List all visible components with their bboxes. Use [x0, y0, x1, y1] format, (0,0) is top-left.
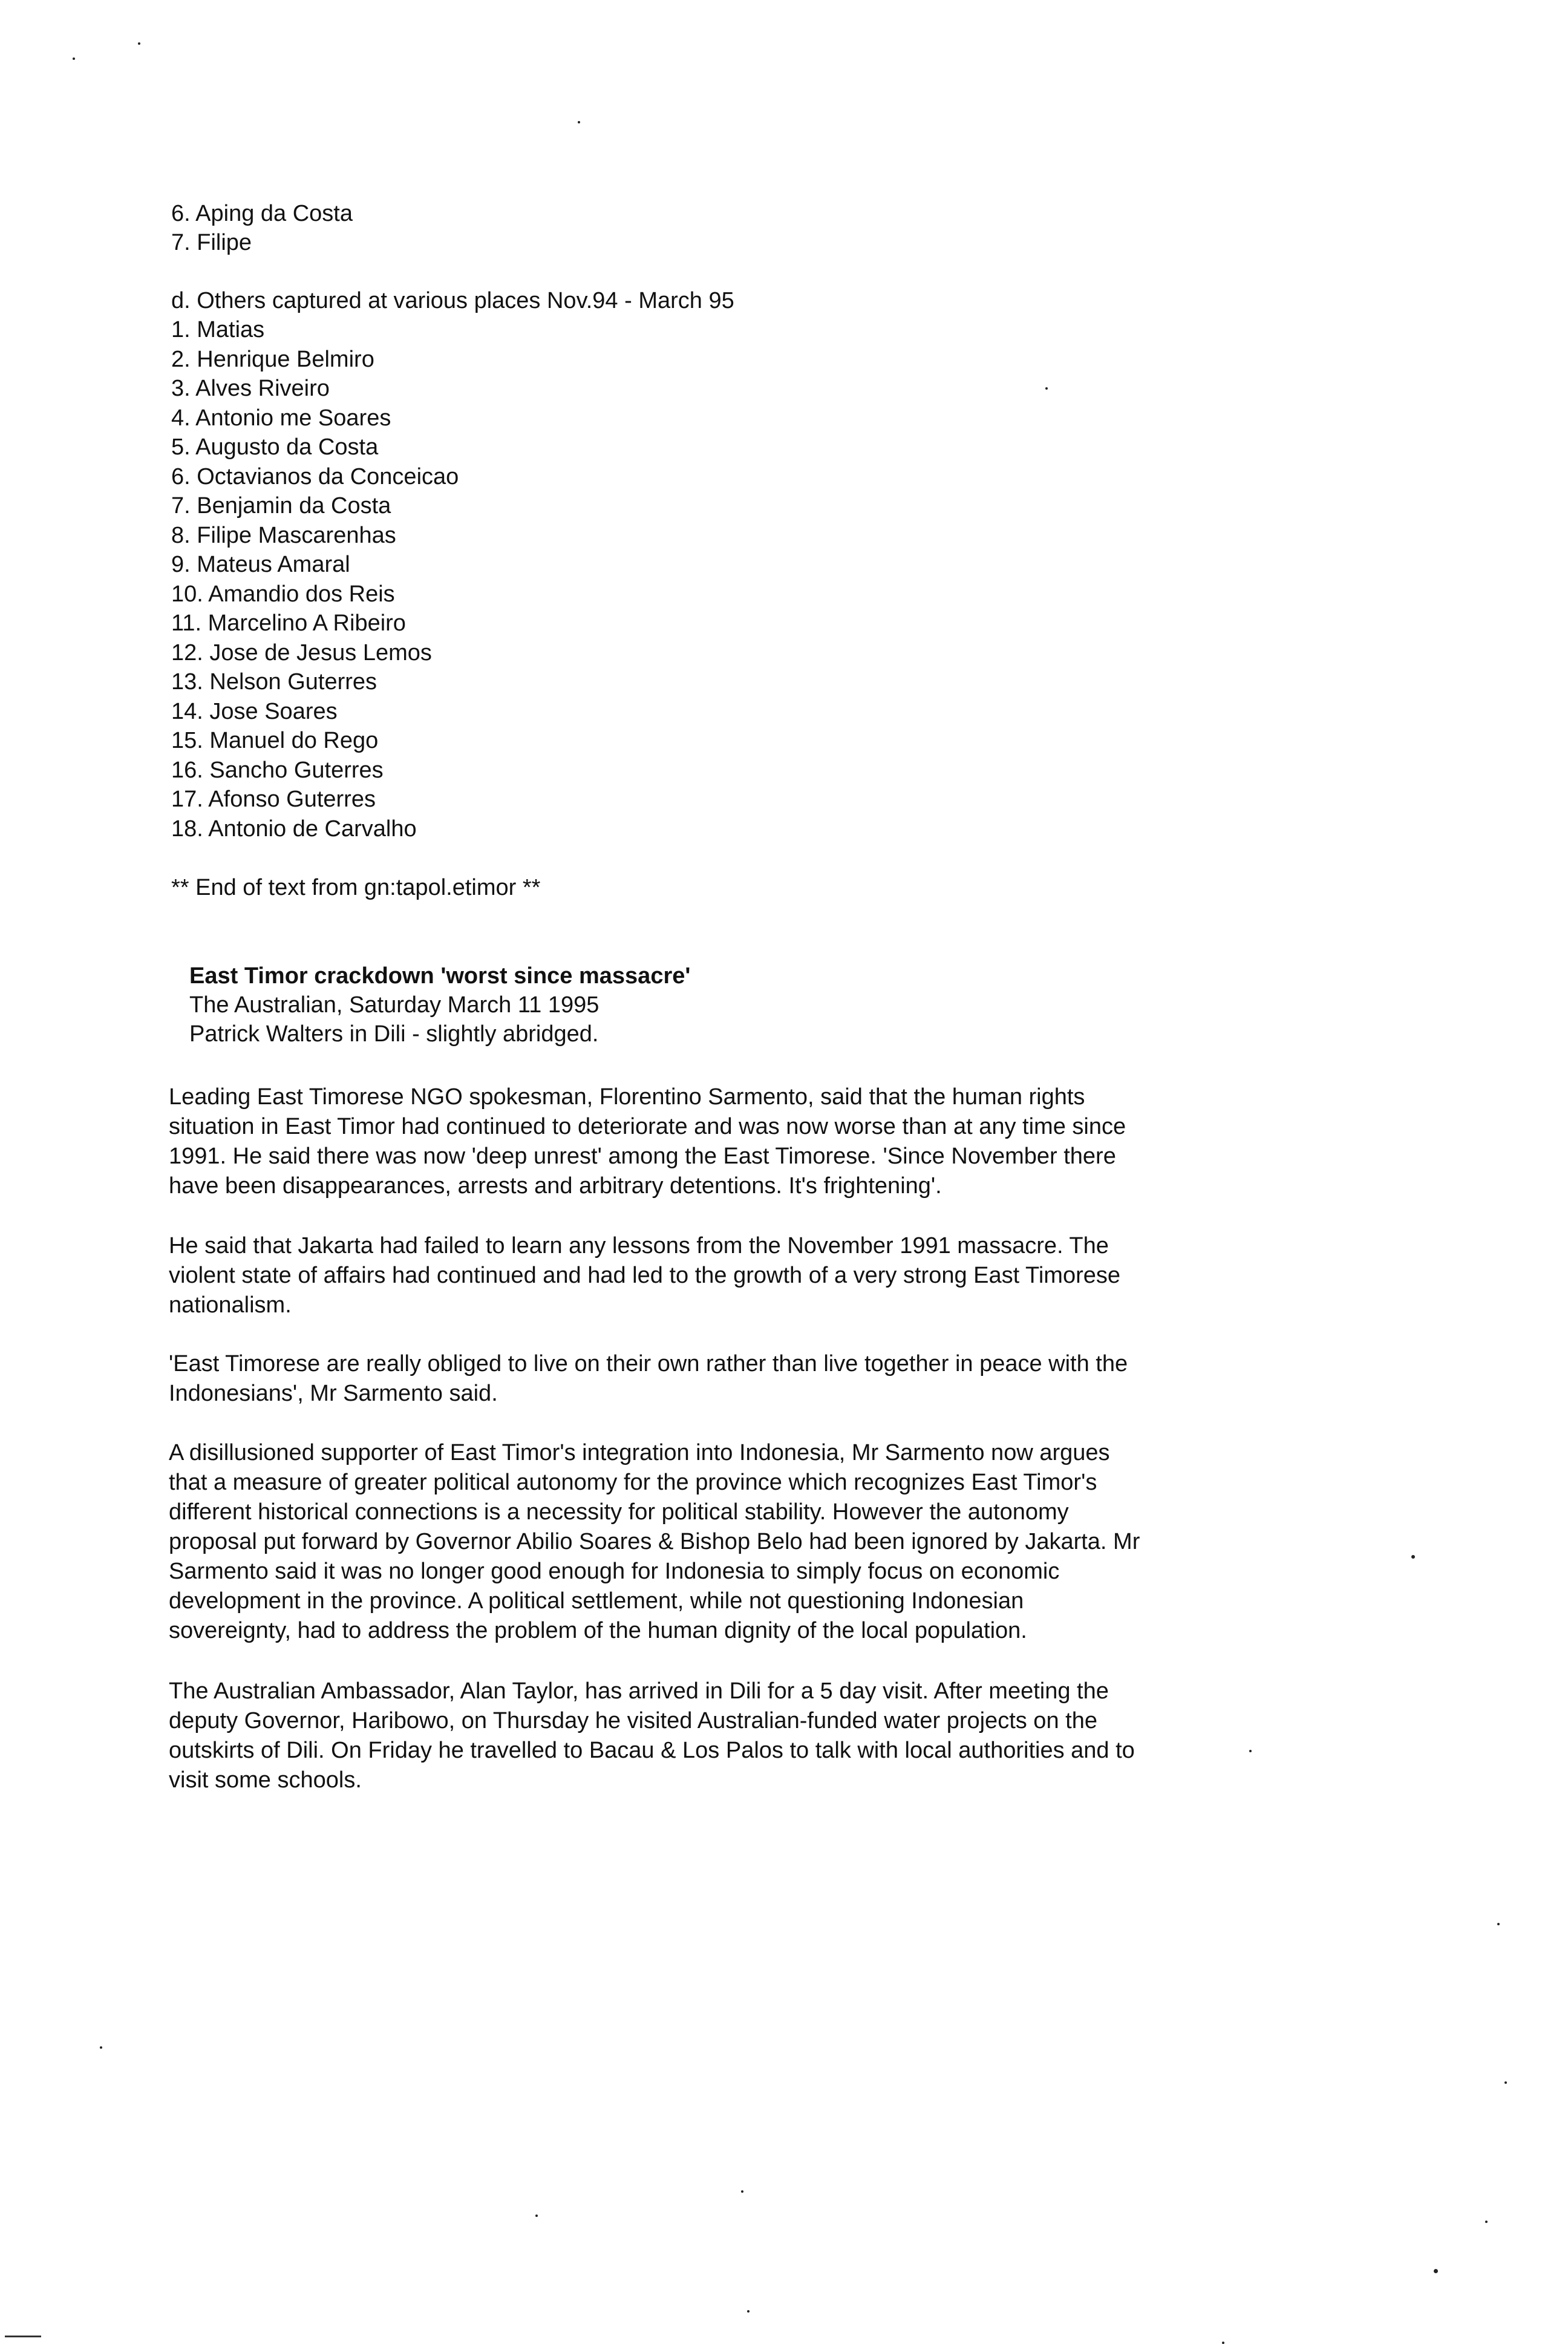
article-headline: East Timor crackdown 'worst since massacre'	[189, 963, 691, 989]
scan-speck	[138, 42, 140, 45]
paragraph-line: nationalism.	[169, 1292, 292, 1318]
list-item: 3. Alves Riveiro	[171, 376, 330, 401]
list-item: 9. Mateus Amaral	[171, 552, 350, 577]
scan-speck	[73, 57, 75, 60]
paragraph-line: development in the province. A political settlement, while not questioning Indonesian	[169, 1588, 1024, 1614]
paragraph-line: different historical connections is a necessity for political stability. However the autonomy	[169, 1499, 1069, 1525]
paragraph-line: A disillusioned supporter of East Timor's integration into Indonesia, Mr Sarmento now argues	[169, 1440, 1110, 1465]
list-item: 17. Afonso Guterres	[171, 787, 376, 812]
scan-speck	[747, 2310, 750, 2313]
paragraph-line: 1991. He said there was now 'deep unrest' among the East Timorese. 'Since November there	[169, 1144, 1116, 1169]
list-item: 13. Nelson Guterres	[171, 669, 377, 695]
paragraph-line: visit some schools.	[169, 1767, 362, 1793]
scan-speck	[1045, 387, 1048, 390]
section-heading: d. Others captured at various places Nov.94 - March 95	[171, 288, 734, 313]
list-item: 16. Sancho Guterres	[171, 758, 384, 783]
scan-speck	[1222, 2342, 1224, 2344]
paragraph-line: have been disappearances, arrests and arbitrary detentions. It's frightening'.	[169, 1173, 942, 1199]
list-item: 7. Filipe	[171, 230, 252, 255]
scan-speck	[535, 2215, 538, 2217]
scan-speck	[1434, 2269, 1438, 2273]
paragraph-line: outskirts of Dili. On Friday he travelled to Bacau & Los Palos to talk with local authorities and to	[169, 1738, 1135, 1763]
scan-speck	[1249, 1750, 1252, 1752]
list-item: 2. Henrique Belmiro	[171, 347, 374, 372]
list-item: 5. Augusto da Costa	[171, 434, 379, 460]
paragraph-line: 'East Timorese are really obliged to live on their own rather than live together in peace with the	[169, 1351, 1128, 1377]
list-item: 6. Aping da Costa	[171, 201, 353, 226]
scan-speck	[100, 2046, 102, 2049]
paragraph-line: violent state of affairs had continued and had led to the growth of a very strong East Timorese	[169, 1263, 1121, 1288]
list-item: 18. Antonio de Carvalho	[171, 816, 417, 842]
scan-speck	[1497, 1923, 1500, 1925]
paragraph-line: sovereignty, had to address the problem of the human dignity of the local population.	[169, 1618, 1027, 1643]
scan-speck	[1485, 2221, 1488, 2223]
list-item: 11. Marcelino A Ribeiro	[171, 611, 406, 636]
paragraph-line: deputy Governor, Haribowo, on Thursday he visited Australian-funded water projects on the	[169, 1708, 1097, 1733]
list-item: 1. Matias	[171, 317, 265, 342]
paragraph-line: proposal put forward by Governor Abilio Soares & Bishop Belo had been ignored by Jakarta. Mr	[169, 1529, 1140, 1554]
paragraph-line: He said that Jakarta had failed to learn any lessons from the November 1991 massacre. The	[169, 1233, 1109, 1259]
list-item: 10. Amandio dos Reis	[171, 581, 395, 607]
list-item: 7. Benjamin da Costa	[171, 493, 391, 519]
list-item: 4. Antonio me Soares	[171, 405, 391, 431]
article-source: The Australian, Saturday March 11 1995	[189, 992, 599, 1018]
list-item: 15. Manuel do Rego	[171, 728, 379, 753]
scan-speck	[578, 121, 580, 123]
paragraph-line: Sarmento said it was no longer good enough for Indonesia to simply focus on economic	[169, 1559, 1060, 1584]
scan-speck	[1411, 1555, 1415, 1559]
list-item: 14. Jose Soares	[171, 699, 338, 724]
paragraph-line: that a measure of greater political autonomy for the province which recognizes East Timor's	[169, 1470, 1097, 1495]
end-of-text-marker: ** End of text from gn:tapol.etimor **	[171, 875, 541, 900]
paragraph-line: Indonesians', Mr Sarmento said.	[169, 1381, 498, 1406]
article-byline: Patrick Walters in Dili - slightly abridged.	[189, 1021, 599, 1047]
paragraph-line: Leading East Timorese NGO spokesman, Florentino Sarmento, said that the human rights	[169, 1084, 1085, 1110]
scan-speck	[1504, 2081, 1507, 2084]
paragraph-line: The Australian Ambassador, Alan Taylor, has arrived in Dili for a 5 day visit. After meeting the	[169, 1678, 1109, 1704]
list-item: 8. Filipe Mascarenhas	[171, 523, 396, 548]
list-item: 6. Octavianos da Conceicao	[171, 464, 459, 489]
list-item: 12. Jose de Jesus Lemos	[171, 640, 432, 666]
scan-speck	[741, 2190, 743, 2193]
scan-edge-mark	[5, 2336, 41, 2337]
paragraph-line: situation in East Timor had continued to deteriorate and was now worse than at any time since	[169, 1114, 1126, 1139]
